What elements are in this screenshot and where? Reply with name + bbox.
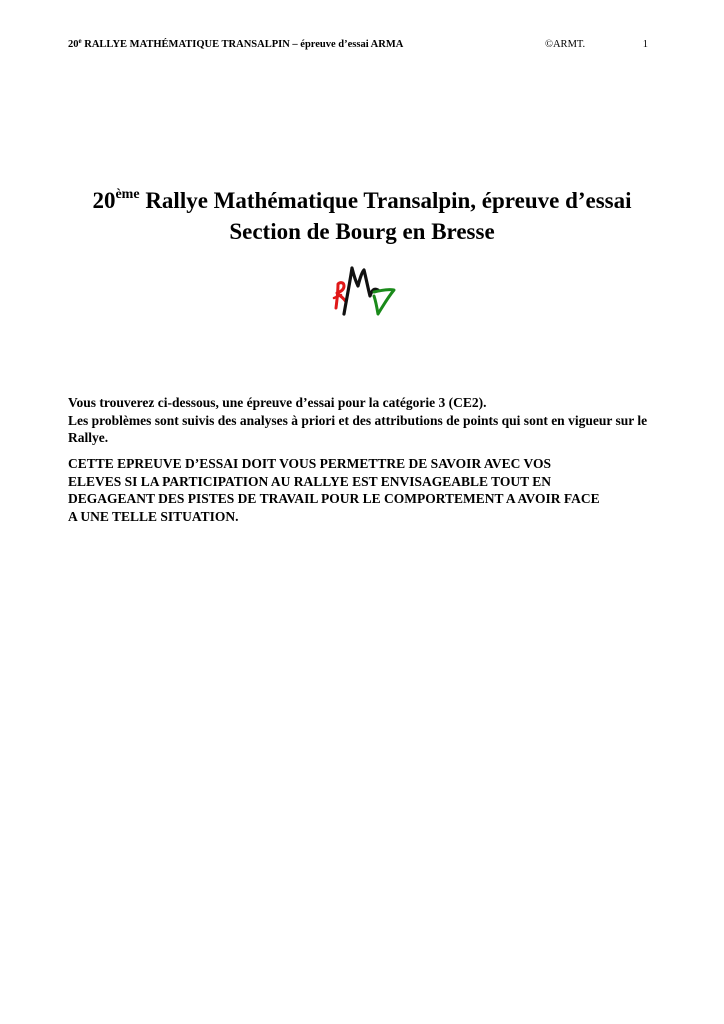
warning-line: A UNE TELLE SITUATION. [68, 508, 239, 524]
header-title-superscript: e [78, 37, 82, 45]
intro-line-1: Vous trouverez ci-dessous, une épreuve d’essai pour la catégorie 3 (CE2). [68, 395, 487, 410]
armt-logo-icon [326, 262, 400, 318]
warning-line: CETTE EPREUVE D’ESSAI DOIT VOUS PERMETTRE DE SAVOIR AVEC VOS [68, 456, 551, 471]
header-title-rest: RALLYE MATHÉMATIQUE TRANSALPIN – épreuve d’essai ARMA [81, 39, 404, 50]
warning-text [68, 455, 668, 525]
page-header [68, 38, 656, 52]
intro-line-2: Les problèmes sont suivis des analyses à priori et des attributions de points qui sont en vigueur sur le Rallye. [68, 412, 648, 445]
intro-text [68, 394, 648, 447]
document-title-line-1 [0, 185, 724, 216]
warning-line: DEGAGEANT DES PISTES DE TRAVAIL POUR LE COMPORTEMENT A AVOIR FACE [68, 491, 600, 506]
title-number: 20 [92, 188, 116, 213]
title-superscript: ème [115, 187, 140, 202]
title-rest: Rallye Mathématique Transalpin, épreuve d’essai [139, 188, 632, 213]
page-number: 1 [642, 39, 648, 50]
logo-red-tick [334, 295, 341, 298]
header-title [68, 38, 403, 52]
logo-green-stroke [374, 290, 394, 314]
document-title-line-2: Section de Bourg en Bresse [229, 219, 495, 244]
document-title [0, 185, 724, 247]
header-copyright: ©ARMT. [545, 39, 586, 50]
header-title-number: 20 [68, 39, 79, 50]
warning-line: ELEVES SI LA PARTICIPATION AU RALLYE EST ENVISAGEABLE TOUT EN [68, 473, 552, 489]
